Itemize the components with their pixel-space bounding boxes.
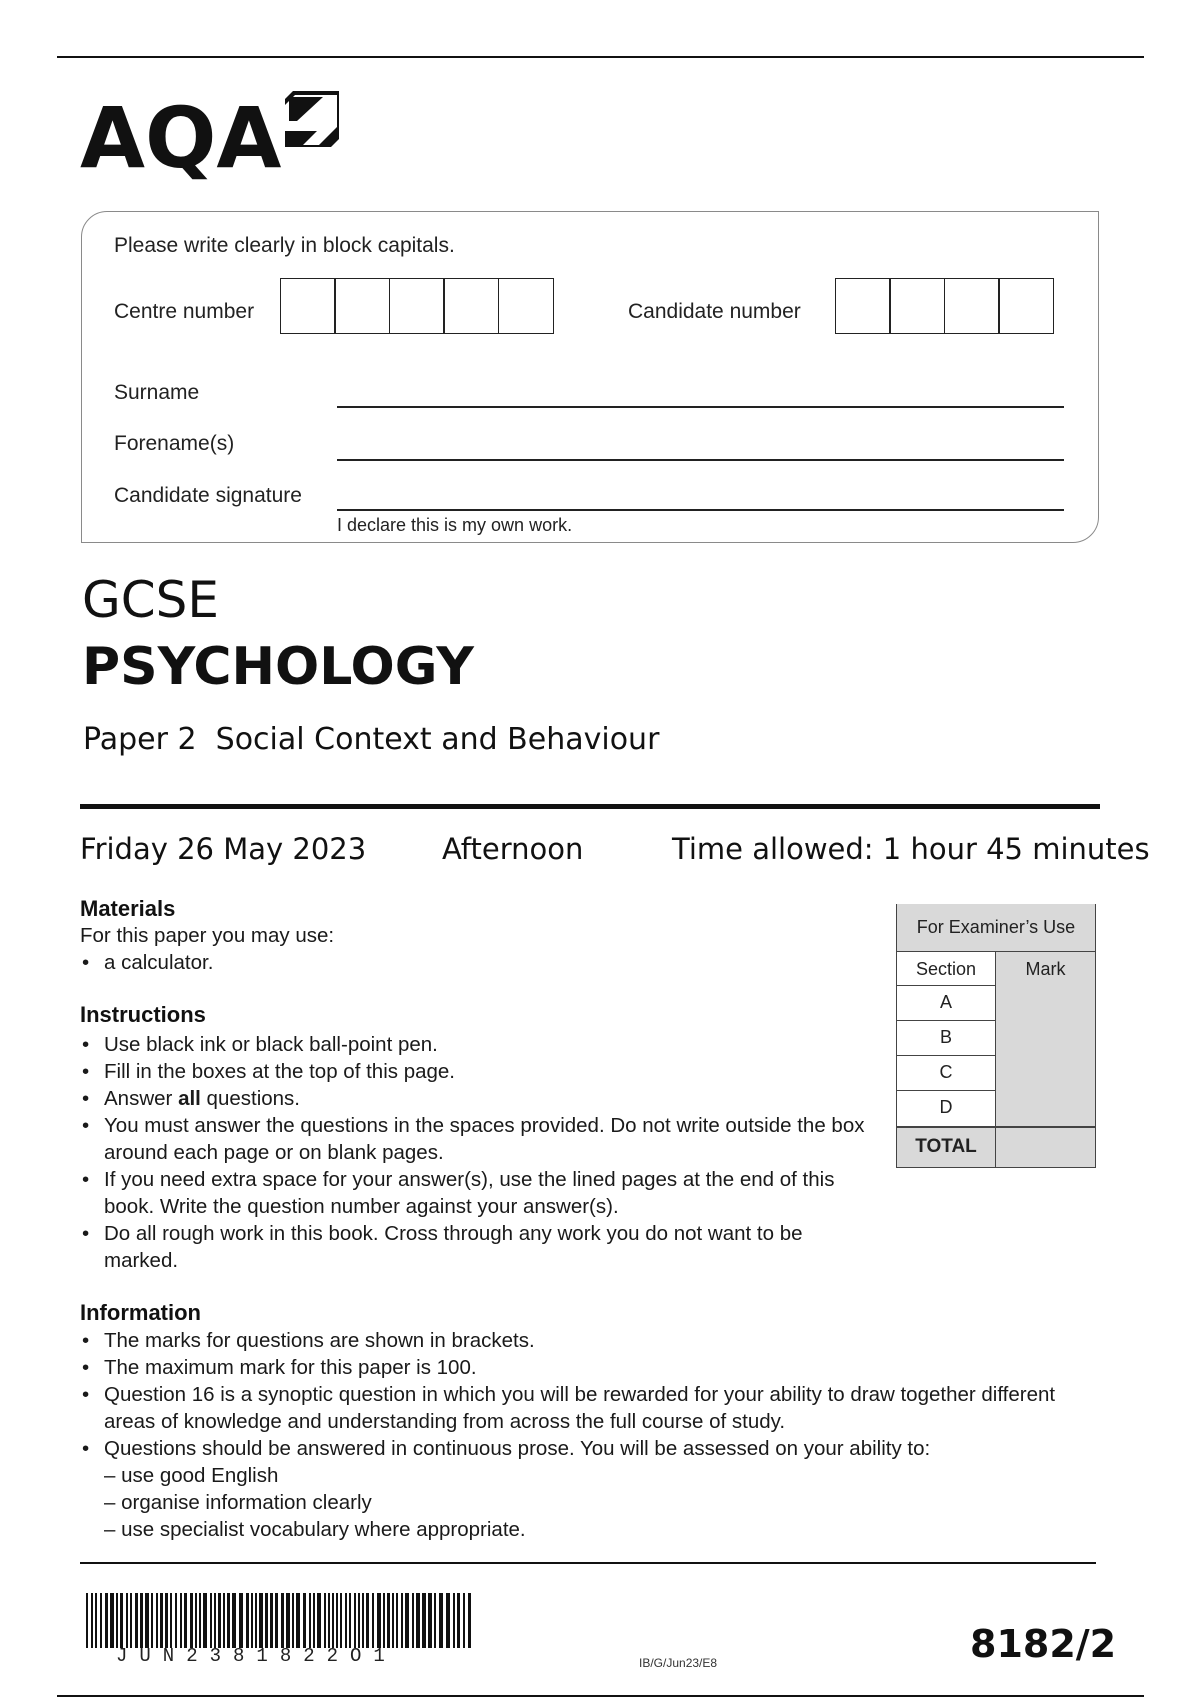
answer-suffix: questions. — [200, 1087, 301, 1110]
barcode-bar — [453, 1593, 455, 1648]
centre-digit-box[interactable] — [443, 278, 499, 334]
barcode-bar — [292, 1593, 294, 1648]
list-item: • Do all rough work in this book. Cross through any work you do not want to be marked. — [80, 1220, 870, 1274]
qualification-title: GCSE — [82, 571, 219, 629]
examiners-use-title: For Examiner’s Use — [896, 904, 1096, 952]
barcode-bar — [401, 1593, 403, 1648]
barcode-bar — [151, 1593, 153, 1648]
section-header: Section — [896, 952, 996, 986]
barcode-bar — [324, 1593, 326, 1648]
barcode-bar — [203, 1593, 207, 1648]
barcode-bar — [416, 1593, 420, 1648]
barcode-bar — [354, 1593, 356, 1648]
candidate-number-boxes[interactable] — [836, 278, 1054, 334]
barcode-bar — [86, 1593, 88, 1648]
barcode-bar — [180, 1593, 182, 1648]
barcode-bar — [140, 1593, 143, 1648]
centre-digit-box[interactable] — [280, 278, 336, 334]
materials-list — [80, 949, 860, 976]
barcode-bar — [317, 1593, 321, 1648]
barcode-bar — [175, 1593, 177, 1648]
centre-number-label: Centre number — [114, 300, 255, 323]
barcode-bar — [428, 1593, 432, 1648]
barcode-bar — [309, 1593, 311, 1648]
barcode-bar — [156, 1593, 158, 1648]
barcode-bar — [232, 1593, 236, 1648]
barcode-bar — [332, 1593, 334, 1648]
total-mark-cell — [995, 1128, 1096, 1168]
barcode-bar — [377, 1593, 381, 1648]
barcode-bar — [336, 1593, 338, 1648]
centre-digit-box[interactable] — [389, 278, 445, 334]
surname-field[interactable] — [337, 406, 1064, 408]
list-item: • If you need extra space for your answer(s), use the lined pages at the end of this book. Write the question number against your answer(s). — [80, 1166, 870, 1220]
barcode-graphic — [86, 1593, 471, 1648]
barcode-bar — [349, 1593, 351, 1648]
barcode-bar — [126, 1593, 128, 1648]
list-item: • Questions should be answered in continuous prose. You will be assessed on your ability to: — [80, 1435, 1070, 1462]
barcode-bar — [100, 1593, 102, 1648]
barcode-bar — [214, 1593, 216, 1648]
barcode-bar — [265, 1593, 268, 1648]
list-item: • The maximum mark for this paper is 100. — [80, 1354, 1070, 1381]
centre-number-boxes[interactable] — [281, 278, 554, 334]
barcode-bar — [422, 1593, 426, 1648]
barcode-bar — [313, 1593, 315, 1648]
information-sub-list — [80, 1462, 526, 1543]
barcode-bar — [345, 1593, 347, 1648]
answer-emphasis: all — [178, 1087, 201, 1110]
barcode-bar — [223, 1593, 225, 1648]
barcode-bar — [120, 1593, 123, 1648]
list-item: • You must answer the questions in the spaces provided. Do not write outside the box around each page or on blank pages. — [80, 1112, 870, 1166]
information-list — [80, 1327, 1070, 1462]
signature-field[interactable] — [337, 509, 1064, 511]
barcode-bar — [195, 1593, 197, 1648]
aqa-logo: AQA — [80, 89, 282, 187]
block-capitals-instruction: Please write clearly in block capitals. — [114, 234, 455, 257]
barcode-bar — [255, 1593, 257, 1648]
section-row-a: A — [896, 986, 996, 1021]
barcode-bar — [105, 1593, 108, 1648]
barcode-bar — [190, 1593, 193, 1648]
barcode-bar — [170, 1593, 172, 1648]
candidate-digit-box[interactable] — [835, 278, 891, 334]
centre-digit-box[interactable] — [498, 278, 554, 334]
barcode-bar — [434, 1593, 436, 1648]
document-reference: IB/G/Jun23/E8 — [639, 1656, 718, 1670]
barcode-bar — [405, 1593, 409, 1648]
barcode-bar — [362, 1593, 364, 1648]
barcode-bar — [239, 1593, 243, 1648]
barcode-bar — [446, 1593, 450, 1648]
candidate-number-label: Candidate number — [628, 300, 801, 323]
barcode-bar — [281, 1593, 284, 1648]
materials-intro: For this paper you may use: — [80, 924, 335, 947]
signature-label: Candidate signature — [114, 484, 302, 507]
list-item: • Use black ink or black ball-point pen. — [80, 1031, 870, 1058]
barcode-bar — [145, 1593, 149, 1648]
paper-code: 8182/2 — [970, 1622, 1117, 1666]
aqa-logo-mark-icon — [283, 91, 339, 147]
candidate-digit-box[interactable] — [998, 278, 1054, 334]
barcode-bar — [110, 1593, 114, 1648]
table-border-top — [896, 1126, 1096, 1128]
exam-date: Friday 26 May 2023 — [80, 832, 367, 866]
centre-digit-box[interactable] — [334, 278, 390, 334]
barcode-digits: JUN2381822O1 — [116, 1645, 397, 1667]
barcode-bar — [366, 1593, 369, 1648]
barcode-bar — [463, 1593, 465, 1648]
surname-label: Surname — [114, 381, 200, 404]
list-item: • a calculator. — [80, 949, 860, 976]
barcode-bar — [165, 1593, 168, 1648]
forenames-field[interactable] — [337, 459, 1064, 461]
barcode-bar — [296, 1593, 300, 1648]
barcode-bar — [259, 1593, 263, 1648]
barcode-bar — [210, 1593, 212, 1648]
barcode-bar — [387, 1593, 390, 1648]
instructions-list — [80, 1031, 870, 1274]
declaration-text: I declare this is my own work. — [337, 515, 573, 535]
materials-heading: Materials — [80, 896, 176, 921]
time-allowed: Time allowed: 1 hour 45 minutes — [672, 832, 1150, 866]
barcode-bar — [227, 1593, 230, 1648]
top-rule — [57, 56, 1144, 58]
barcode-bar — [383, 1593, 385, 1648]
total-label: TOTAL — [896, 1128, 996, 1168]
paper-title: Paper 2 Social Context and Behaviour — [83, 722, 660, 757]
list-item — [80, 1085, 870, 1112]
instructions-heading: Instructions — [80, 1002, 206, 1027]
candidate-digit-box[interactable] — [944, 278, 1000, 334]
barcode-bar — [116, 1593, 118, 1648]
bottom-rule — [57, 1695, 1144, 1697]
title-rule — [80, 804, 1100, 809]
barcode-bar — [130, 1593, 132, 1648]
list-item: – use specialist vocabulary where appropriate. — [104, 1518, 526, 1541]
barcode-bar — [439, 1593, 443, 1648]
barcode-bar — [412, 1593, 414, 1648]
barcode-bar — [286, 1593, 290, 1648]
footer-rule — [80, 1562, 1096, 1564]
barcode-bar — [396, 1593, 398, 1648]
information-heading: Information — [80, 1300, 201, 1325]
barcode-bar — [91, 1593, 93, 1648]
list-item: • Fill in the boxes at the top of this page. — [80, 1058, 870, 1085]
barcode-bar — [328, 1593, 330, 1648]
barcode-bar — [135, 1593, 138, 1648]
forenames-label: Forename(s) — [114, 432, 235, 455]
exam-session: Afternoon — [442, 832, 584, 866]
barcode-bar — [468, 1593, 471, 1648]
barcode-bar — [340, 1593, 342, 1648]
barcode-bar — [392, 1593, 394, 1648]
barcode-bar — [95, 1593, 97, 1648]
barcode-bar — [303, 1593, 306, 1648]
barcode-bar — [251, 1593, 253, 1648]
mark-column: Mark — [996, 952, 1096, 1128]
barcode-bar — [270, 1593, 273, 1648]
barcode-bar — [218, 1593, 221, 1648]
list-item: – use good English — [104, 1464, 279, 1487]
candidate-digit-box[interactable] — [889, 278, 945, 334]
section-row-d: D — [896, 1091, 996, 1128]
section-row-b: B — [896, 1021, 996, 1056]
list-item: • Question 16 is a synoptic question in which you will be rewarded for your ability to draw together different areas of knowledge and understanding from across the full course of study. — [80, 1381, 1070, 1435]
barcode-bar — [358, 1593, 360, 1648]
section-row-c: C — [896, 1056, 996, 1091]
barcode-bar — [275, 1593, 278, 1648]
barcode-bar — [199, 1593, 201, 1648]
barcode-bar — [184, 1593, 187, 1648]
examiners-use-table — [896, 904, 1096, 1168]
barcode-bar — [160, 1593, 163, 1648]
barcode-bar — [457, 1593, 460, 1648]
subject-title: PSYCHOLOGY — [82, 637, 474, 697]
list-item: • The marks for questions are shown in brackets. — [80, 1327, 1070, 1354]
list-item: – organise information clearly — [104, 1491, 372, 1514]
barcode-bar — [246, 1593, 249, 1648]
answer-prefix: Answer — [104, 1087, 179, 1110]
barcode-bar — [372, 1593, 374, 1648]
